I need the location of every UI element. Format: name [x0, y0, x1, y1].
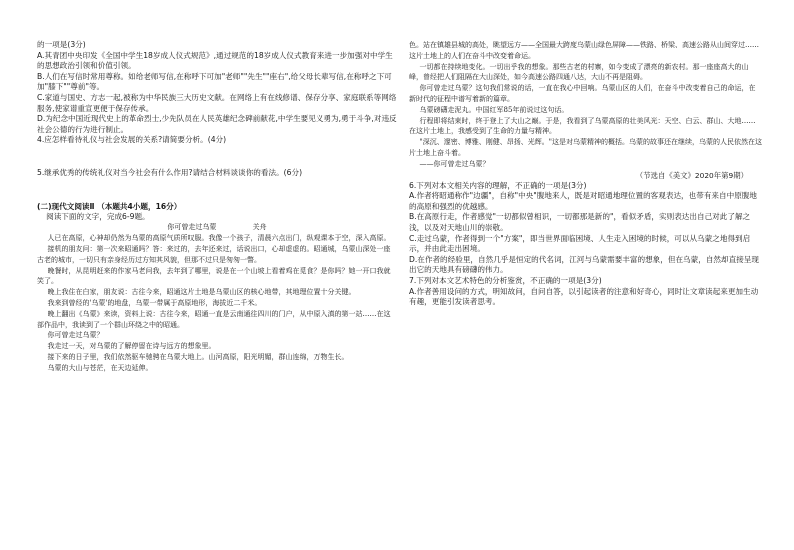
question-7-option-a: A.作者善用设问的方式，明知故问，自问自答，以引起读者的注意和好奇心，同时让文章读起来更加生动有趣，更能引发读者思考。: [409, 286, 759, 307]
question-5: 5.继承优秀的传统礼仪对当今社会有什么作用?请结合材料谈谈你的看法。(6分): [37, 167, 303, 177]
article-paragraph: 色。站在镇雄县城的高处，眺望远方——全国最大跨度乌蒙山绿色屏障——铁路、桥梁、高速公路从山间穿过……这片土地上的人们在奋斗中改变着命运。: [409, 41, 759, 60]
article-title: 你可曾走过乌蒙: [167, 223, 217, 232]
question-6: 6.下列对本文相关内容的理解，不正确的一项是(3分): [409, 180, 587, 190]
article-title-row: [37, 222, 397, 233]
article-author: 关舟: [252, 223, 267, 232]
article-paragraph: 乌蒙的大山与苍茫，在天边延伸。: [47, 363, 153, 372]
section-heading: (二)现代文阅读Ⅱ （本题共4小题，16分）: [37, 201, 182, 211]
left-column: [37, 40, 397, 373]
article-paragraph: 你可曾走过乌蒙？这句我们常说的话，一直在我心中回响。乌蒙山区的人们，在奋斗中改变着自己的命运，在新时代的征程中谱写着新的篇章。: [409, 84, 756, 103]
article-paragraph: 接机的朋友问：第一次来昭通吗？答：来过的，去年还来过，话说出口，心却虚虚的。昭通城，乌蒙山深处一座古老的城市，一切只有亲身经历过方知其风貌，但那不过只是匆匆一瞥。: [37, 244, 391, 264]
article-paragraph: ——你可曾走过乌蒙？: [419, 159, 490, 168]
article-paragraph: 晚餐时，从昆明赶来的作家马老问我，去年到了哪里，说是在一个山坡上看着鸡在觅食？是你吗？她一开口我就笑了。: [37, 266, 391, 286]
article-source: （节选自《美文》2020年第9期）: [635, 170, 748, 180]
intro-line: 的一项是(3分): [37, 40, 86, 49]
option-a: A.其青团中央印发《全国中学生18岁成人仪式规范》,通过规范的18岁成人仪式教育来进一步加强对中学生的思想政治引领和价值引领。: [37, 50, 393, 71]
article-paragraph: 我走过一天，对乌蒙的了解停留在诗与远方的想象里。: [47, 342, 216, 351]
question-7: 7.下列对本文艺术特色的分析鉴赏，不正确的一项是(3分): [409, 275, 602, 285]
article-paragraph: 人已在高原，心神却仍然为乌蒙的高原气质所叹服。我像一个孩子，清晨六点出门，纵观课本于空，深入高原。: [47, 234, 391, 243]
article-paragraph: 晚上翻出《乌蒙》来读，资料上说：古往今来，昭通一直是云南通往四川的门户，从中原入滇的第一站……在这部作品中，我读到了一个群山环绕之中的昭通。: [37, 309, 391, 329]
article-paragraph: 行程即将结束时，终于登上了大山之巅。于是，我看到了乌蒙高原的壮美风光：天空、白云、群山、大地……在这片土地上，我感受到了生命的力量与精神。: [409, 116, 756, 136]
article-paragraph: 一切都在持续地变化。一切出乎我的想象。那些古老的村寨，如今变成了漂亮的新农村。那一座座高大的山峰，曾经把人们阻隔在大山深处，如今高速公路四通八达，大山不再是阻碍。: [409, 62, 749, 82]
option-b: B.人们在写信时常用尊称。如给老师写信,在称呼下可加"老师""先生""座右",给父母长辈写信,在称呼之下可加"膝下""尊前"等。: [37, 71, 392, 92]
article-paragraph: 晚上我住在白家，朋友说：古往今来，昭通这片土地是乌蒙山区的核心地带，其地理位置十分关键。: [47, 288, 356, 297]
article-paragraph: 乌蒙磅礴走泥丸。中国红军85年前说过这句话。: [419, 105, 569, 114]
question-4: 4.应怎样看待礼仪与社会发展的关系?请简要分析。(4分): [37, 135, 227, 145]
article-paragraph: "深沉、邃密、博雅、刚健、昂扬、光辉。"这是对乌蒙精神的概括。乌蒙的故事还在继续，乌蒙的人民依然在这片土地上奋斗着。: [409, 138, 762, 157]
right-column: [409, 40, 762, 308]
reading-instruction: 阅读下面的文字，完成6-9题。: [46, 211, 150, 221]
article-paragraph: 接下来的日子里，我们依然驱车驰骋在乌蒙大地上。山河高原，阳光明媚，群山连绵，万物生长。: [47, 352, 349, 361]
question-6-option-d: D.在作者的经验里，自然几乎是恒定的代名词，江河与乌蒙需要丰富的想象，但在乌蒙，自然却直接呈现出它的天地具有磅礴的伟力。: [409, 254, 759, 275]
question-6-option-c: C.走过乌蒙，作者得到一个"方案"，即当世界面临困境、人生走入困境的时候，可以从乌蒙之地得到启示，并由此走出困境。: [409, 233, 751, 254]
question-6-option-a: A.作者将昭通称作"边疆"，自称"中央"腹地来人，既是对昭通地理位置的客观表达，也带有来自中原腹地的高原和强烈的优越感。: [409, 191, 757, 211]
article-paragraph: 我来到曾经的'乌蒙'的地盘，乌蒙一带属于高原地形，海拔近二千米。: [47, 298, 262, 307]
question-6-option-b: B.在高原行走，作者感觉"一切都似曾相识，一切都那是新的"，看似矛盾，实则表达出自己对此了解之浅，以及对天地山川的崇敬。: [409, 212, 751, 232]
option-d: D.为纪念中国近现代史上的革命烈士,少先队员在人民英雄纪念碑前献花,中学生要见义勇为,勇于斗争,对违反社会公德的行为进行制止。: [37, 114, 397, 134]
article-paragraph: 你可曾走过乌蒙？: [47, 331, 104, 340]
option-c: C.家道与国史、方志一起,被称为中华民族三大历史文献。在网络上有在线修谱、保存分享、家庭联系等网络服务,使家谱重宣更便于保存传承。: [37, 92, 397, 113]
